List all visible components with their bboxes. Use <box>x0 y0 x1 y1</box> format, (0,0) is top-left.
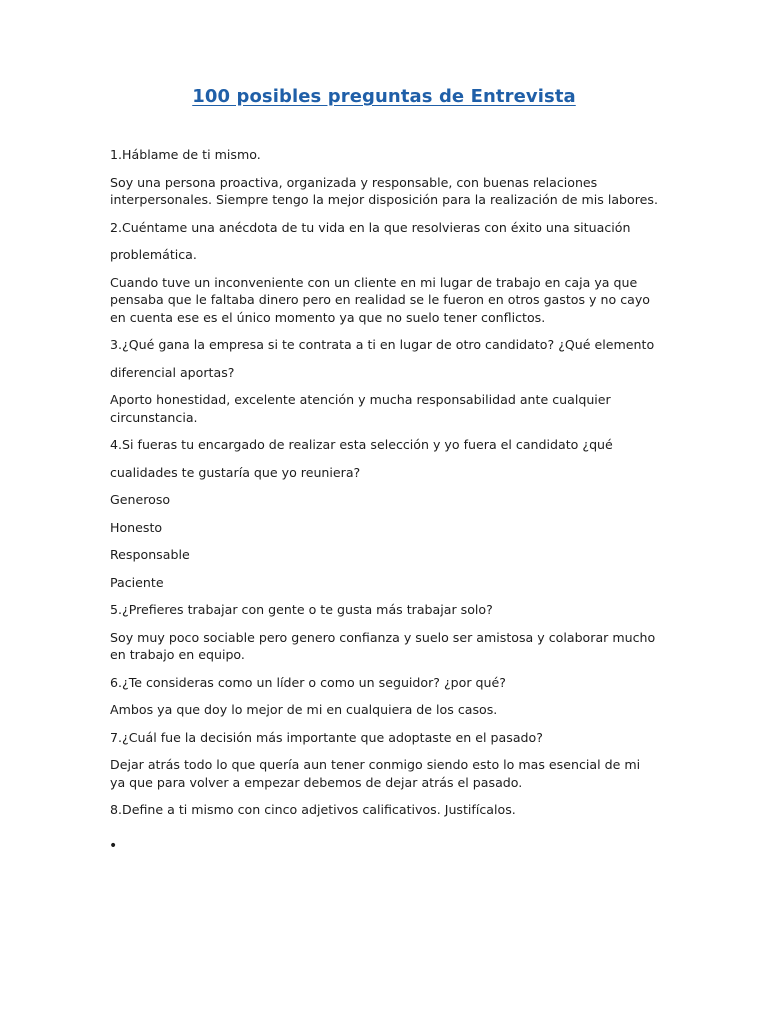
answer-4-item: Generoso <box>110 492 171 507</box>
question-3: 3.¿Qué gana la empresa si te contrata a ti en lugar de otro candidato? ¿Qué elemento <box>110 337 655 352</box>
answer-6: Ambos ya que doy lo mejor de mi en cualquiera de los casos. <box>110 702 498 717</box>
answer-7: Dejar atrás todo lo que quería aun tener conmigo siendo esto lo mas esencial de mi ya que para volver a empezar debemos de dejar atrás el pasado. <box>110 757 641 790</box>
document-title: 100 posibles preguntas de Entrevista <box>192 86 576 107</box>
answer-5: Soy muy poco sociable pero genero confianza y suelo ser amistosa y colaborar mucho en trabajo en equipo. <box>110 629 656 662</box>
question-4-continued: cualidades te gustaría que yo reuniera? <box>110 464 361 480</box>
question-5: 5.¿Prefieres trabajar con gente o te gusta más trabajar solo? <box>110 602 493 617</box>
question-1: 1.Háblame de ti mismo. <box>110 147 261 162</box>
answer-4-item: Honesto <box>110 519 163 535</box>
question-6: 6.¿Te consideras como un líder o como un seguidor? ¿por qué? <box>110 674 506 690</box>
question-8: 8.Define a ti mismo con cinco adjetivos calificativos. Justifícalos. <box>110 802 516 817</box>
question-2-continued: problemática. <box>110 247 197 262</box>
question-7: 7.¿Cuál fue la decisión más importante que adoptaste en el pasado? <box>110 729 543 745</box>
answer-4-item: Paciente <box>110 574 164 590</box>
question-4: 4.Si fueras tu encargado de realizar esta selección y yo fuera el candidato ¿qué <box>110 437 613 452</box>
answer-2: Cuando tuve un inconveniente con un cliente en mi lugar de trabajo en caja ya que pensaba que le faltaba dinero pero en realidad se le fueron en otros gastos y no cayo en cuenta ese es el único momento ya que no suelo tener conflictos. <box>110 274 650 325</box>
question-3-continued: diferencial aportas? <box>110 364 235 380</box>
answer-4-item: Responsable <box>110 547 190 562</box>
question-2: 2.Cuéntame una anécdota de tu vida en la que resolvieras con éxito una situación <box>110 219 631 235</box>
document-body <box>110 146 658 829</box>
list-bullet: • <box>109 838 118 854</box>
answer-3: Aporto honestidad, excelente atención y mucha responsabilidad ante cualquier circunstancia. <box>110 392 611 425</box>
answer-1: Soy una persona proactiva, organizada y responsable, con buenas relaciones interpersonales. Siempre tengo la mejor disposición para la realización de mis labores. <box>110 174 658 207</box>
